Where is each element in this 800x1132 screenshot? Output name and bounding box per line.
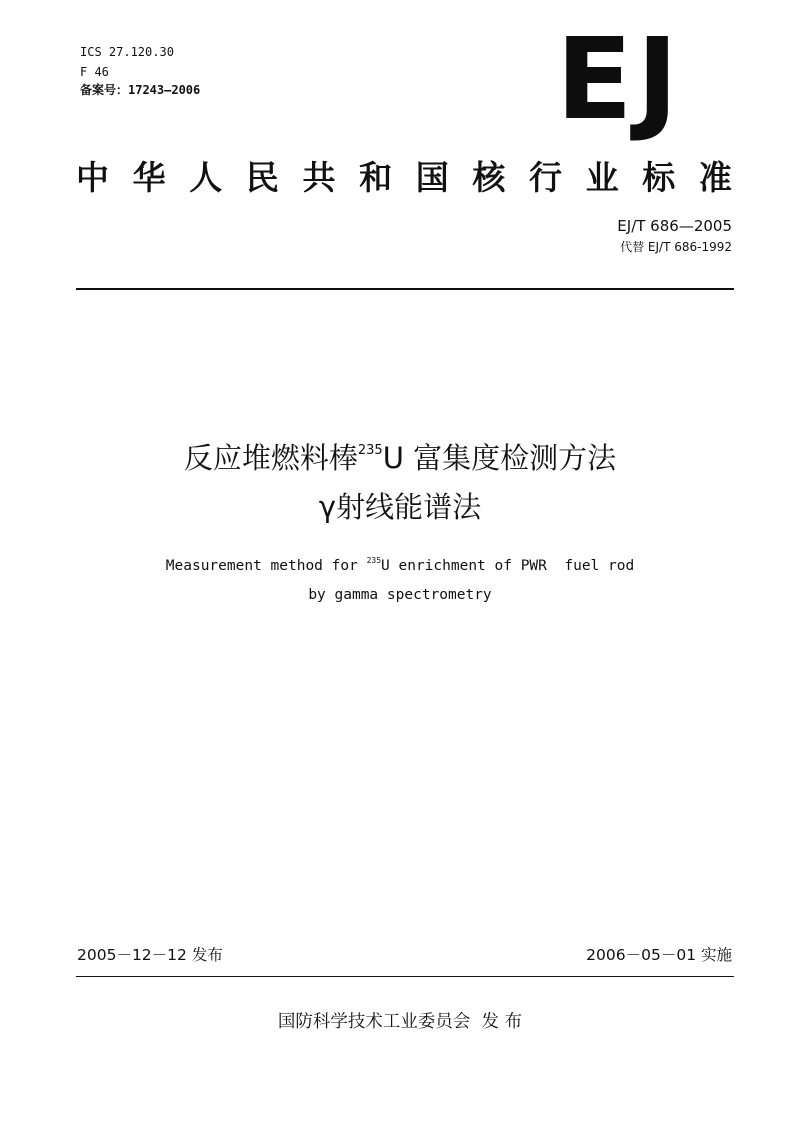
- category-char: 华: [132, 158, 166, 197]
- category-char: 和: [359, 158, 393, 197]
- english-title-text: U enrichment of PWR fuel rod: [381, 558, 635, 574]
- category-char: 标: [642, 158, 676, 197]
- standard-logo: EJ: [556, 15, 683, 145]
- category-char: 国: [415, 158, 449, 197]
- category-char: 业: [585, 158, 619, 197]
- category-char: 核: [472, 158, 506, 197]
- chinese-title-text: 反应堆燃料棒: [183, 441, 358, 475]
- category-char: 行: [529, 158, 562, 197]
- replaced-standard: 代替 EJ/T 686-1992: [620, 240, 732, 254]
- english-title: [0, 557, 800, 575]
- chinese-title-text: U 富集度检测方法: [382, 441, 617, 475]
- isotope-mass-number: 235: [357, 443, 383, 458]
- english-title-text: Measurement method for: [165, 558, 367, 574]
- bottom-divider: [76, 976, 734, 977]
- category-char: 准: [698, 158, 732, 197]
- chinese-title: [0, 440, 800, 476]
- isotope-mass-number: 235: [366, 556, 382, 565]
- top-divider: [76, 288, 734, 290]
- ccs-code: F 46: [80, 65, 109, 79]
- english-subtitle: by gamma spectrometry: [308, 587, 492, 603]
- issuing-authority: 国防科学技术工业委员会 发 布: [277, 1012, 523, 1032]
- ics-code: ICS 27.120.30: [80, 45, 174, 59]
- record-number: 备案号：17243—2006: [80, 83, 201, 97]
- category-char: 中: [76, 158, 109, 197]
- category-char: 人: [189, 158, 223, 197]
- standard-category: [76, 156, 732, 200]
- chinese-subtitle: γ射线能谱法: [318, 490, 482, 524]
- standard-number: EJ/T 686—2005: [617, 217, 732, 235]
- issue-date: 2005－12－12 发布: [77, 946, 223, 964]
- category-char: 共: [302, 158, 336, 197]
- effective-date: 2006－05－01 实施: [586, 946, 732, 964]
- category-char: 民: [245, 158, 279, 197]
